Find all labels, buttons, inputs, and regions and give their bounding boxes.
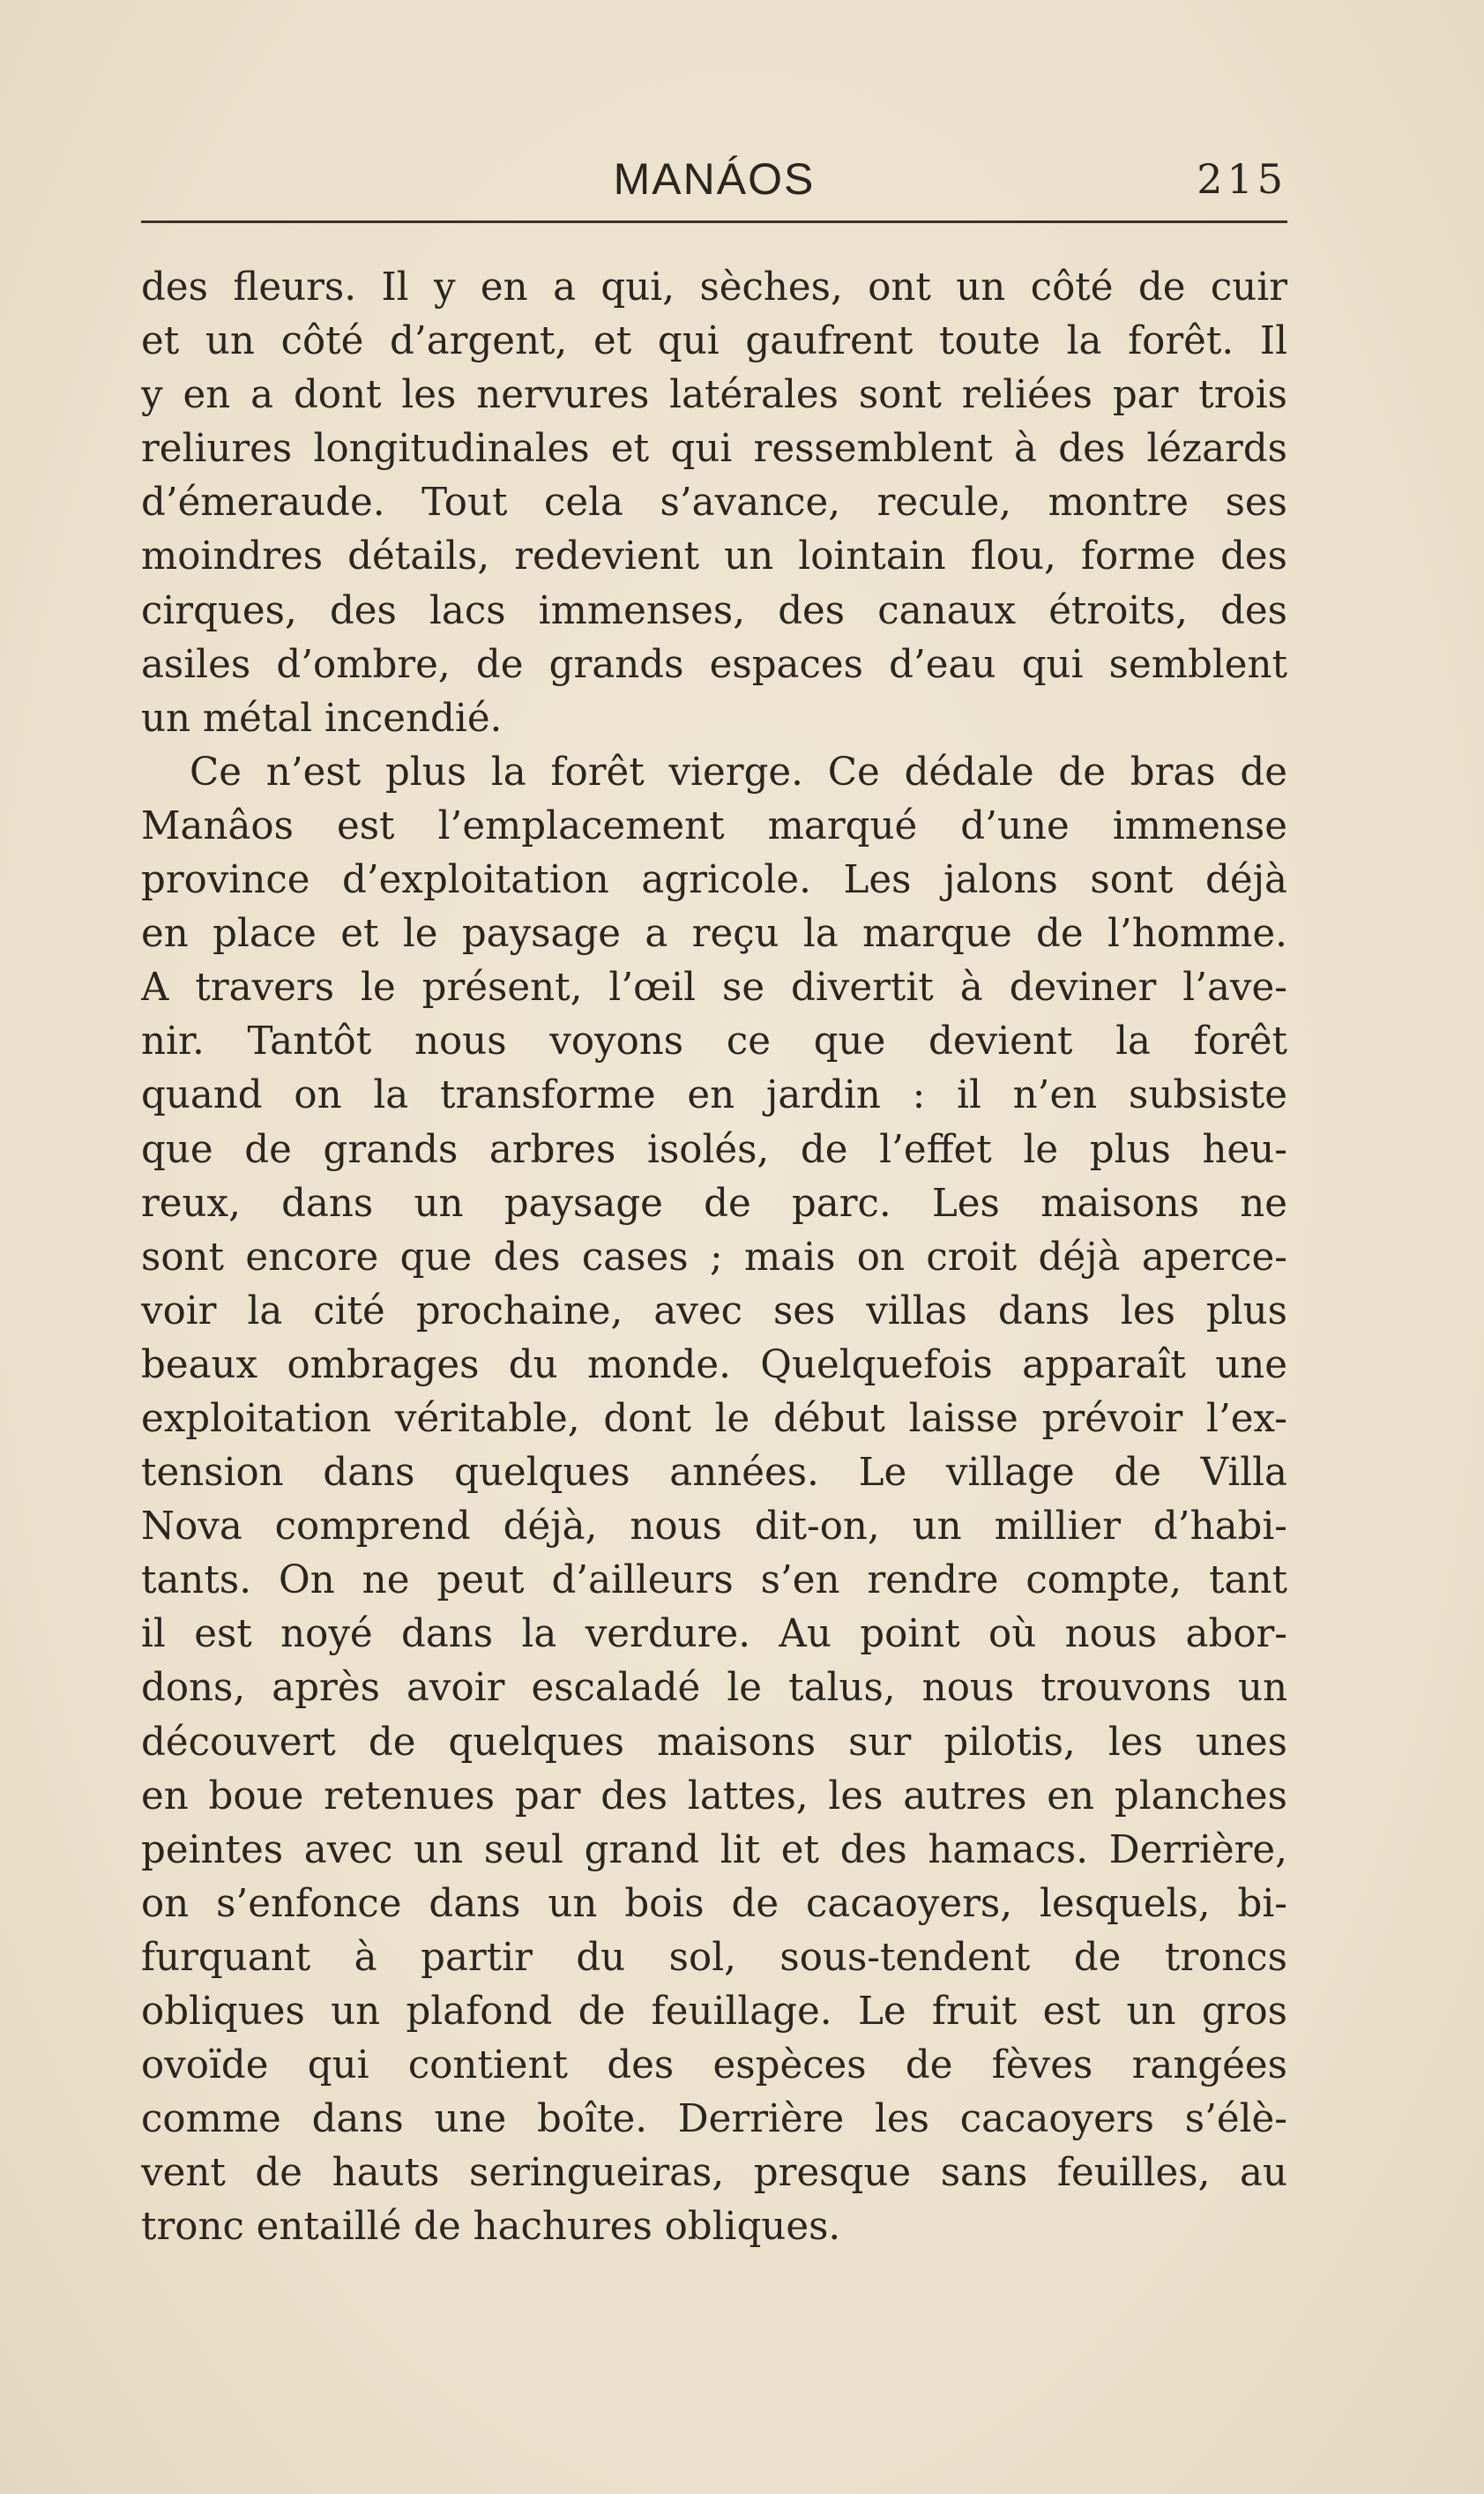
text-line: en boue retenues par des lattes, les autres en planches [141, 1773, 1287, 1818]
text-line: cirques, des lacs immenses, des canaux étroits, des [141, 588, 1287, 633]
body-text [141, 261, 1287, 2254]
text-line: exploitation véritable, dont le début laisse prévoir l’ex- [141, 1396, 1287, 1441]
text-line: des fleurs. Il y en a qui, sèches, ont un côté de cuir [141, 265, 1287, 310]
text-line: reux, dans un paysage de parc. Les maisons ne [141, 1181, 1287, 1226]
text-line: province d’exploitation agricole. Les jalons sont déjà [141, 858, 1287, 903]
text-line: moindres détails, redevient un lointain flou, forme des [141, 534, 1287, 579]
text-line: reliures longitudinales et qui ressemblent à des lézards [141, 427, 1287, 472]
text-line: furquant à partir du sol, sous-tendent de troncs [141, 1935, 1287, 1980]
header-rule [141, 220, 1287, 223]
text-line: que de grands arbres isolés, de l’effet le plus heu- [141, 1127, 1287, 1172]
text-line: A travers le présent, l’œil se divertit à deviner l’ave- [141, 966, 1287, 1011]
text-line: Nova comprend déjà, nous dit-on, un millier d’habi- [141, 1505, 1287, 1549]
text-line: dons, après avoir escaladé le talus, nous trouvons un [141, 1666, 1287, 1711]
text-line: Ce n’est plus la forêt vierge. Ce dédale de bras de [190, 750, 1287, 795]
text-line: sont encore que des cases ; mais on croit déjà aperce- [141, 1235, 1287, 1280]
text-line: peintes avec un seul grand lit et des hamacs. Derrière, [141, 1827, 1287, 1872]
text-line: tants. On ne peut d’ailleurs s’en rendre compte, tant [141, 1558, 1287, 1603]
text-line: obliques un plafond de feuillage. Le fruit est un gros [141, 1990, 1287, 2034]
text-line: on s’enfonce dans un bois de cacaoyers, lesquels, bi- [141, 1881, 1287, 1926]
text-line: il est noyé dans la verdure. Au point où nous abor- [141, 1612, 1287, 1657]
text-line: découvert de quelques maisons sur pilotis, les unes [141, 1720, 1287, 1765]
text-line: Manâos est l’emplacement marqué d’une immense [141, 803, 1287, 848]
page-number: 215 [1197, 155, 1287, 203]
text-line: y en a dont les nervures latérales sont reliées par trois [141, 373, 1287, 418]
text-line: d’émeraude. Tout cela s’avance, recule, montre ses [141, 481, 1287, 526]
text-line: ovoïde qui contient des espèces de fèves rangées [141, 2043, 1287, 2088]
text-line: un métal incendié. [141, 696, 503, 741]
running-title: MANÁOS [613, 154, 816, 204]
text-line: en place et le paysage a reçu la marque de l’homme. [141, 912, 1287, 957]
text-line: et un côté d’argent, et qui gaufrent toute la forêt. Il [141, 319, 1287, 364]
text-line: tronc entaillé de hachures obliques. [141, 2205, 841, 2250]
running-header [141, 148, 1287, 210]
text-line: asiles d’ombre, de grands espaces d’eau qui semblent [141, 642, 1287, 687]
text-line: vent de hauts seringueiras, presque sans feuilles, au [141, 2151, 1287, 2196]
text-line: voir la cité prochaine, avec ses villas dans les plus [141, 1288, 1287, 1333]
text-line: beaux ombrages du monde. Quelquefois apparaît une [141, 1342, 1287, 1387]
text-line: tension dans quelques années. Le village de Villa [141, 1451, 1287, 1496]
text-line: nir. Tantôt nous voyons ce que devient la forêt [141, 1019, 1287, 1064]
text-line: quand on la transforme en jardin : il n’en subsiste [141, 1073, 1287, 1118]
text-line: comme dans une boîte. Derrière les cacaoyers s’élè- [141, 2097, 1287, 2142]
